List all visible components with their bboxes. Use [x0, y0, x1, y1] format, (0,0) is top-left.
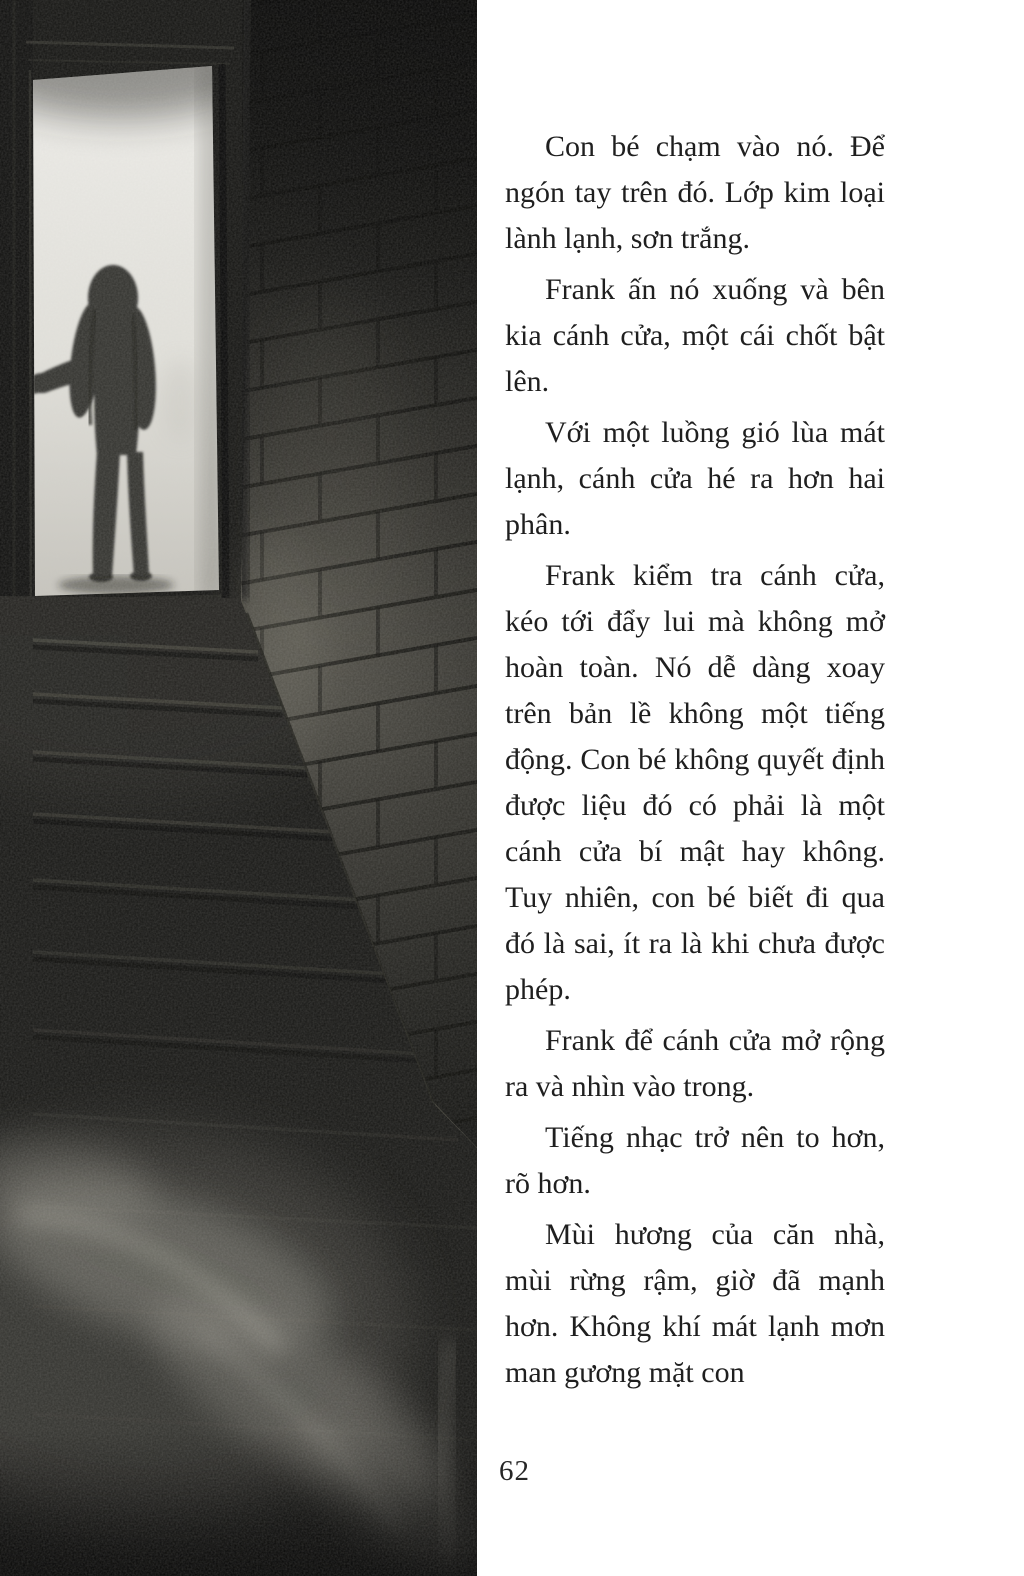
- page-number: 62: [499, 1455, 530, 1487]
- paragraph: Tiếng nhạc trở nên to hơn, rõ hơn.: [505, 1121, 885, 1200]
- film-grain-overlay: [0, 0, 477, 1576]
- staircase-doorway-illustration: [0, 0, 477, 1576]
- paragraph: Frank để cánh cửa mở rộng ra và nhìn vào trong.: [505, 1024, 885, 1103]
- illustration-canvas: [0, 0, 477, 1576]
- paragraph: Con bé chạm vào nó. Để ngón tay trên đó. Lớp kim loại lành lạnh, sơn trắng.: [505, 130, 885, 255]
- paragraph: Frank ấn nó xuống và bên kia cánh cửa, một cái chốt bật lên.: [505, 273, 885, 398]
- paragraph: Mùi hương của căn nhà, mùi rừng rậm, giờ đã mạnh hơn. Không khí mát lạnh mơn man gương mặt con: [505, 1218, 885, 1389]
- story-text: [505, 124, 885, 1401]
- paragraph: Với một luồng gió lùa mát lạnh, cánh cửa hé ra hơn hai phân.: [505, 416, 885, 541]
- paragraph: Frank kiểm tra cánh cửa, kéo tới đẩy lui mà không mở hoàn toàn. Nó dễ dàng xoay trên bản lề không một tiếng động. Con bé không quyết định được liệu đó có phải là một cánh cửa bí mật hay không. Tuy nhiên, con bé biết đi qua đó là sai, ít ra là khi chưa được phép.: [505, 559, 885, 1006]
